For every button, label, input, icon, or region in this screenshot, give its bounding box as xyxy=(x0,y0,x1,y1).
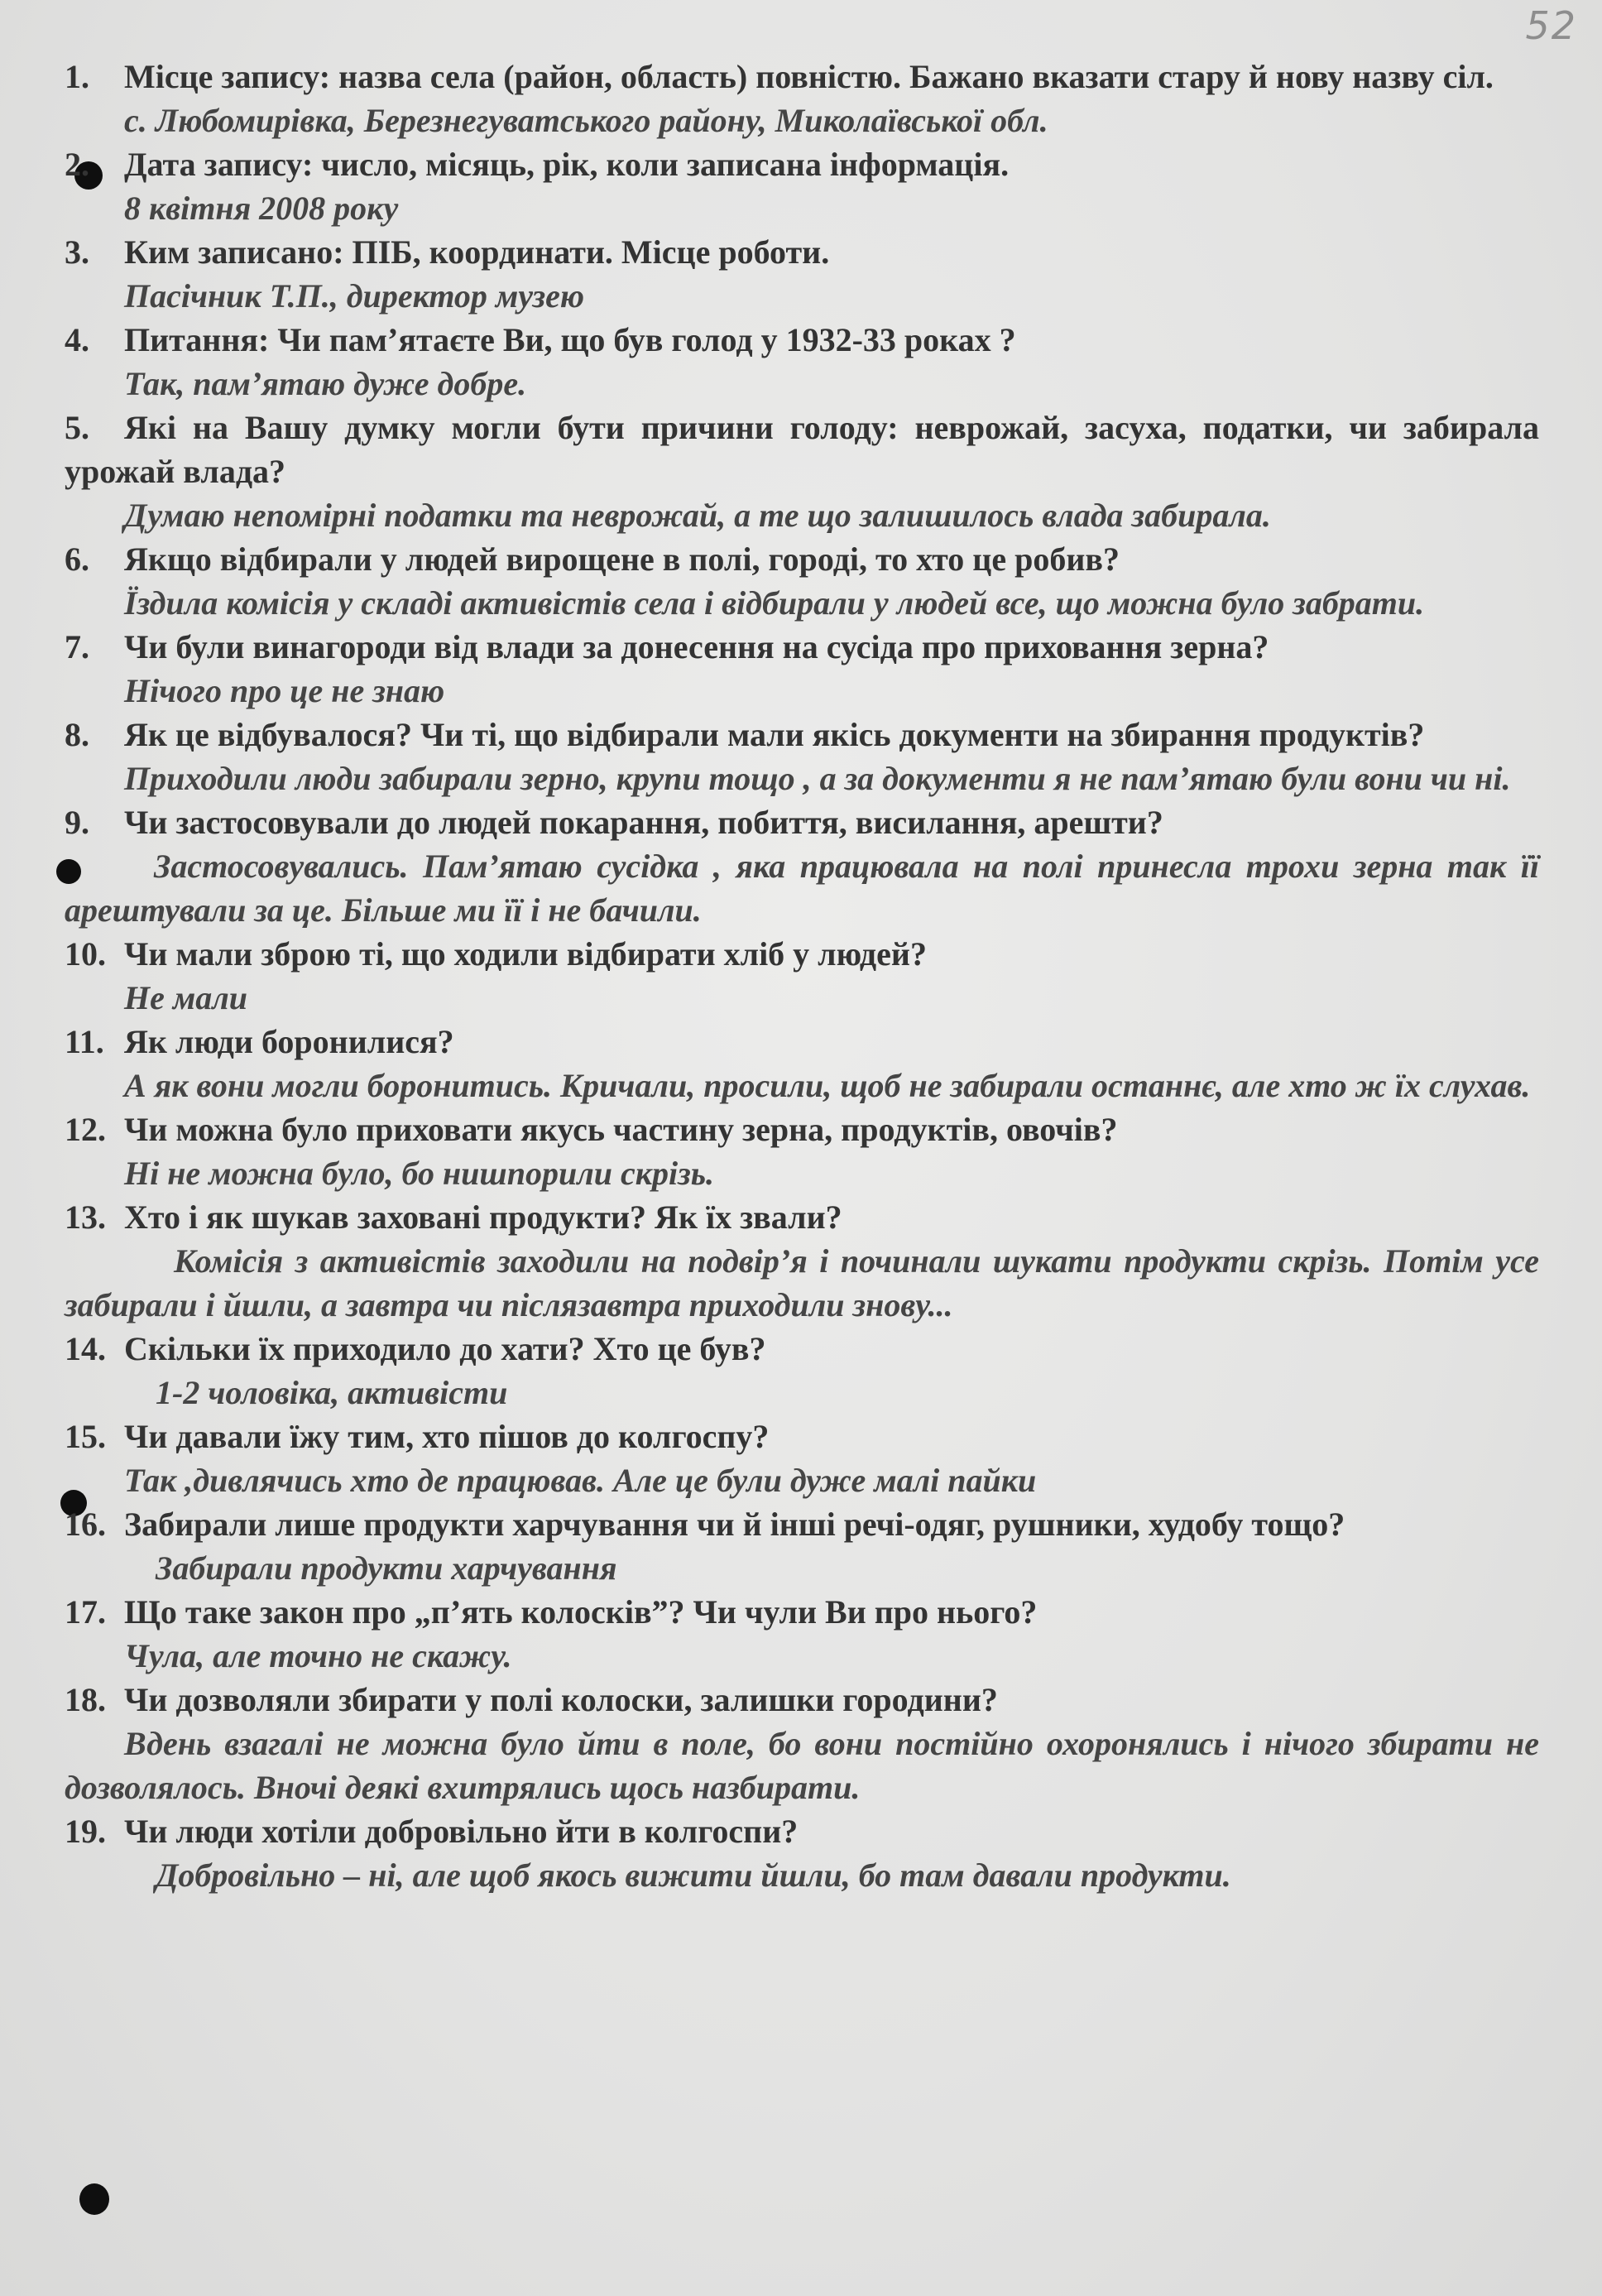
question-text: Чи застосовували до людей покарання, побиття, висилання, арешти? xyxy=(124,804,1163,841)
question xyxy=(65,1502,1539,1546)
answer: Пасічник Т.П., директор музею xyxy=(124,277,585,315)
question xyxy=(65,800,1539,844)
question xyxy=(65,230,1539,274)
answer: 1-2 чоловіка, активісти xyxy=(156,1374,508,1411)
question-text: Чи люди хотіли добровільно йти в колгоспи? xyxy=(124,1813,799,1850)
qa-item xyxy=(65,713,1539,800)
qa-item xyxy=(65,1327,1539,1415)
question-number: 12. xyxy=(65,1111,106,1148)
question-text: Питання: Чи пам’ятаєте Ви, що був голод у 1932-33 роках ? xyxy=(124,321,1016,358)
question-number: 11. xyxy=(65,1023,104,1060)
question-number: 1. xyxy=(65,58,89,95)
question xyxy=(65,55,1539,98)
qa-item xyxy=(65,932,1539,1020)
question-number: 5. xyxy=(65,409,89,446)
question-text: Якщо відбирали у людей вирощене в полі, городі, то хто це робив? xyxy=(124,540,1120,578)
question xyxy=(65,1107,1539,1151)
qa-item xyxy=(65,55,1539,142)
answer: Приходили люди забирали зерно, крупи тощо , а за документи я не пам’ятаю були вони чи ні. xyxy=(124,760,1511,797)
question-number: 9. xyxy=(65,804,89,841)
qa-item xyxy=(65,1809,1539,1897)
question-number: 14. xyxy=(65,1330,106,1367)
question-number: 18. xyxy=(65,1681,106,1718)
answer: Їздила комісія у складі активістів села і відбирали у людей все, що можна було забрати. xyxy=(124,584,1425,622)
question xyxy=(65,142,1539,186)
answer: с. Любомирівка, Березнегуватського району, Миколаївської обл. xyxy=(124,102,1048,139)
question-text: Чи дозволяли збирати у полі колоски, залишки городини? xyxy=(124,1681,998,1718)
answer: Застосовувались. Пам’ятаю сусідка , яка працювала на полі принесла трохи зерна так її арештували за це. Більше ми її і не бачили. xyxy=(65,848,1539,929)
question xyxy=(65,1809,1539,1853)
answer: Так, пам’ятаю дуже добре. xyxy=(124,365,527,402)
qa-item xyxy=(65,1502,1539,1590)
question-number: 17. xyxy=(65,1593,106,1631)
question xyxy=(65,625,1539,669)
page-number: 52 xyxy=(1525,3,1577,48)
qa-item xyxy=(65,537,1539,625)
answer: Вдень взагалі не можна було йти в поле, бо вони постійно охоронялись і нічого збирати не дозволялось. Вночі деякі вхитрялись щось назбирати. xyxy=(65,1725,1539,1806)
qa-item xyxy=(65,1020,1539,1107)
qa-item xyxy=(65,800,1539,932)
question-number: 2. xyxy=(65,146,89,183)
qa-item xyxy=(65,142,1539,230)
question-text: Як люди боронилися? xyxy=(124,1023,454,1060)
question-number: 8. xyxy=(65,716,89,753)
question xyxy=(65,713,1539,757)
qa-item xyxy=(65,1678,1539,1809)
questionnaire xyxy=(65,55,1539,1897)
question-text: Чи можна було приховати якусь частину зерна, продуктів, овочів? xyxy=(124,1111,1118,1148)
answer: Нічого про це не знаю xyxy=(124,672,445,709)
question-text: Чи були винагороди від влади за донесення на сусіда про приховання зерна? xyxy=(124,628,1269,665)
answer: Комісія з активістів заходили на подвір’я і починали шукати продукти скрізь. Потім усе забирали і йшли, а завтра чи післязавтра приходили знову... xyxy=(65,1242,1539,1323)
answer: А як вони могли боронитись. Кричали, просили, щоб не забирали останнє, але хто ж їх слухав. xyxy=(124,1067,1531,1104)
qa-item xyxy=(65,1590,1539,1678)
answer: Думаю непомірні податки та неврожай, а те що залишилось влада забирала. xyxy=(124,497,1271,534)
qa-item xyxy=(65,406,1539,537)
question xyxy=(65,1590,1539,1634)
question-number: 3. xyxy=(65,233,89,271)
question-text: Скільки їх приходило до хати? Хто це був? xyxy=(124,1330,766,1367)
answer: Ні не можна було, бо нишпорили скрізь. xyxy=(124,1155,715,1192)
question-number: 10. xyxy=(65,935,106,973)
question-number: 4. xyxy=(65,321,89,358)
question xyxy=(65,932,1539,976)
answer: Забирали продукти харчування xyxy=(156,1549,617,1587)
qa-item xyxy=(65,1415,1539,1502)
question-text: Місце запису: назва села (район, область) повністю. Бажано вказати стару й нову назву сіл. xyxy=(124,58,1494,95)
question-text: Чи мали зброю ті, що ходили відбирати хліб у людей? xyxy=(124,935,927,973)
question-number: 6. xyxy=(65,540,89,578)
question-text: Забирали лише продукти харчування чи й інші речі-одяг, рушники, худобу тощо? xyxy=(124,1506,1345,1543)
question-text: Хто і як шукав заховані продукти? Як їх звали? xyxy=(124,1198,842,1236)
qa-item xyxy=(65,1195,1539,1327)
question xyxy=(65,318,1539,362)
qa-item xyxy=(65,625,1539,713)
question xyxy=(65,1195,1539,1239)
question xyxy=(65,1415,1539,1458)
question-number: 13. xyxy=(65,1198,106,1236)
question xyxy=(65,1327,1539,1371)
answer: Не мали xyxy=(124,979,248,1016)
question-number: 7. xyxy=(65,628,89,665)
question-text: Ким записано: ПІБ, координати. Місце роботи. xyxy=(124,233,830,271)
question-number: 16. xyxy=(65,1506,106,1543)
qa-item xyxy=(65,230,1539,318)
question-text: Дата запису: число, місяць, рік, коли записана інформація. xyxy=(124,146,1010,183)
question-text: Які на Вашу думку могли бути причини голоду: неврожай, засуха, податки, чи забирала урожай влада? xyxy=(65,409,1539,490)
answer: 8 квітня 2008 року xyxy=(124,190,399,227)
question-text: Як це відбувалося? Чи ті, що відбирали мали якісь документи на збирання продуктів? xyxy=(124,716,1425,753)
question-number: 15. xyxy=(65,1418,106,1455)
question-text: Чи давали їжу тим, хто пішов до колгоспу? xyxy=(124,1418,770,1455)
question xyxy=(65,406,1539,493)
answer: Добровільно – ні, але щоб якось вижити йшли, бо там давали продукти. xyxy=(156,1856,1231,1894)
answer: Чула, але точно не скажу. xyxy=(124,1637,512,1674)
answer: Так ,дивлячись хто де працював. Але це були дуже малі пайки xyxy=(124,1462,1037,1499)
question xyxy=(65,1020,1539,1064)
question xyxy=(65,537,1539,581)
question-text: Що таке закон про „п’ять колосків”? Чи чули Ви про нього? xyxy=(124,1593,1038,1631)
qa-item xyxy=(65,1107,1539,1195)
qa-item xyxy=(65,318,1539,406)
punch-hole xyxy=(79,2183,109,2215)
question xyxy=(65,1678,1539,1722)
question-number: 19. xyxy=(65,1813,106,1850)
